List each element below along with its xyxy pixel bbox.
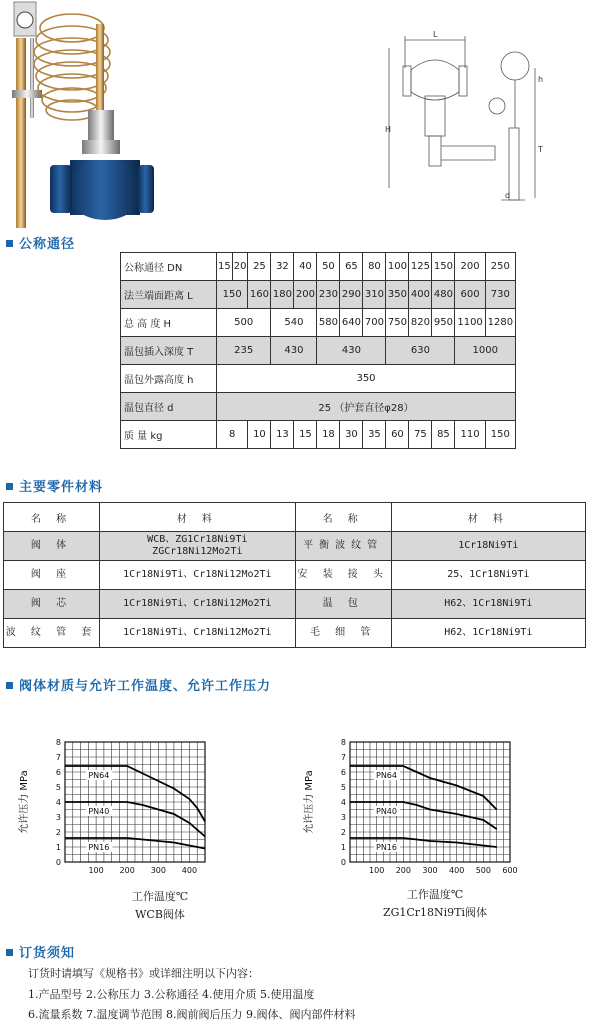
table-cell: 290 xyxy=(340,281,363,309)
chart-xlabel-zg: 工作温度℃ xyxy=(406,888,464,901)
table-cell: 85 xyxy=(432,421,455,449)
table-cell: 1Cr18Ni9Ti xyxy=(391,532,585,561)
table-cell: 1280 xyxy=(485,309,515,337)
table-cell: 150 xyxy=(217,281,248,309)
series-label: PN64 xyxy=(376,771,397,780)
x-tick-label: 400 xyxy=(181,866,198,875)
table-cell: 400 xyxy=(409,281,432,309)
y-tick-label: 5 xyxy=(55,783,61,792)
row-label: 质 量 kg xyxy=(121,421,217,449)
order-line-1: 1.产品型号 2.公称压力 3.公称通径 4.使用介质 5.使用温度 xyxy=(28,988,315,1001)
table-cell: 20 xyxy=(232,253,248,281)
table-cell: 1Cr18Ni9Ti、Cr18Ni12Mo2Ti xyxy=(100,561,296,590)
table-row xyxy=(4,619,586,648)
table-cell: 125 xyxy=(409,253,432,281)
table-cell: 150 xyxy=(432,253,455,281)
table-cell: 110 xyxy=(455,421,485,449)
chart-title-wcb: WCB阀体 xyxy=(135,908,185,921)
valve-photo xyxy=(0,0,160,232)
y-tick-label: 4 xyxy=(55,798,61,807)
dimension-diagram xyxy=(385,28,550,208)
table-cell: 235 xyxy=(217,337,271,365)
table-cell: 820 xyxy=(409,309,432,337)
table-cell: 32 xyxy=(271,253,294,281)
bullet-square-icon xyxy=(6,949,13,956)
y-tick-label: 1 xyxy=(55,843,61,852)
table-cell: 1000 xyxy=(455,337,516,365)
table-cell: 150 xyxy=(485,421,515,449)
table-cell: 65 xyxy=(340,253,363,281)
y-tick-label: 7 xyxy=(55,753,61,762)
table-row xyxy=(121,253,516,281)
dimension-table xyxy=(120,252,516,449)
x-tick-label: 200 xyxy=(119,866,135,875)
column-header: 名 称 xyxy=(295,503,391,532)
table-cell: 30 xyxy=(340,421,363,449)
y-tick-label: 7 xyxy=(340,753,346,762)
row-label: 总 高 度 H xyxy=(121,309,217,337)
table-cell: 1Cr18Ni9Ti、Cr18Ni12Mo2Ti xyxy=(100,590,296,619)
table-cell: 1100 xyxy=(455,309,485,337)
table-cell: 40 xyxy=(294,253,317,281)
table-cell: 230 xyxy=(317,281,340,309)
table-cell: 毛 细 管 xyxy=(295,619,391,648)
table-cell: WCB、ZG1Cr18Ni9Ti ZGCr18Ni12Mo2Ti xyxy=(100,532,296,561)
dim-label-H: H xyxy=(385,125,392,134)
x-tick-label: 100 xyxy=(369,866,385,875)
row-label: 温包外露高度 h xyxy=(121,365,217,393)
table-row xyxy=(121,309,516,337)
table-cell: 580 xyxy=(317,309,340,337)
table-cell: 1Cr18Ni9Ti、Cr18Ni12Mo2Ti xyxy=(100,619,296,648)
series-label: PN16 xyxy=(376,843,397,852)
table-cell: 温 包 xyxy=(295,590,391,619)
table-cell: 700 xyxy=(363,309,386,337)
table-row xyxy=(4,590,586,619)
table-cell: 160 xyxy=(248,281,271,309)
table-cell: 15 xyxy=(294,421,317,449)
table-cell: 500 xyxy=(217,309,271,337)
x-tick-label: 500 xyxy=(475,866,491,875)
table-row xyxy=(121,393,516,421)
table-cell: 600 xyxy=(455,281,485,309)
table-cell: 80 xyxy=(363,253,386,281)
table-cell: 640 xyxy=(340,309,363,337)
table-row xyxy=(121,421,516,449)
section-heading-materials: 主要零件材料 xyxy=(6,476,103,495)
table-cell: 750 xyxy=(386,309,409,337)
table-cell: 630 xyxy=(386,337,455,365)
x-tick-label: 200 xyxy=(395,866,411,875)
table-row xyxy=(4,561,586,590)
table-cell: 430 xyxy=(271,337,317,365)
materials-table xyxy=(3,502,586,648)
table-cell: 200 xyxy=(455,253,485,281)
table-header-row xyxy=(4,503,586,532)
y-tick-label: 8 xyxy=(340,738,346,747)
y-axis-label: 允许压力 MPa xyxy=(19,770,30,834)
column-header: 材 料 xyxy=(100,503,296,532)
table-cell: 阀 体 xyxy=(4,532,100,561)
y-tick-label: 3 xyxy=(55,813,61,822)
table-cell: 730 xyxy=(485,281,515,309)
table-cell: 18 xyxy=(317,421,340,449)
y-tick-label: 3 xyxy=(340,813,346,822)
row-label: 温包插入深度 T xyxy=(121,337,217,365)
section-heading-dn: 公称通径 xyxy=(6,233,75,252)
table-cell: 25 （护套直径φ28） xyxy=(217,393,516,421)
table-cell: 50 xyxy=(317,253,340,281)
bullet-square-icon xyxy=(6,682,13,689)
series-label: PN40 xyxy=(376,807,397,816)
table-cell: 60 xyxy=(386,421,409,449)
series-label: PN40 xyxy=(88,807,110,816)
table-cell: 540 xyxy=(271,309,317,337)
table-cell: 阀 芯 xyxy=(4,590,100,619)
table-row xyxy=(121,337,516,365)
y-tick-label: 4 xyxy=(340,798,346,807)
table-cell: 350 xyxy=(386,281,409,309)
table-row xyxy=(121,365,516,393)
y-tick-label: 1 xyxy=(340,843,346,852)
y-tick-label: 6 xyxy=(55,768,61,777)
table-cell: 200 xyxy=(294,281,317,309)
table-cell: 平衡波纹管 xyxy=(295,532,391,561)
x-tick-label: 400 xyxy=(449,866,465,875)
table-cell: H62、1Cr18Ni9Ti xyxy=(391,619,585,648)
table-cell: 430 xyxy=(317,337,386,365)
y-tick-label: 8 xyxy=(55,738,61,747)
y-tick-label: 2 xyxy=(55,828,61,837)
table-row xyxy=(4,532,586,561)
pressure-chart-wcb xyxy=(5,732,255,892)
dim-label-d: d xyxy=(505,191,511,200)
row-label: 公称通径 DN xyxy=(121,253,217,281)
dim-label-L: L xyxy=(433,30,438,39)
table-cell: 480 xyxy=(432,281,455,309)
row-label: 温包直径 d xyxy=(121,393,217,421)
y-tick-label: 0 xyxy=(55,858,61,867)
dim-label-h: h xyxy=(538,75,544,84)
chart-title-zg: ZG1Cr18Ni9Ti阀体 xyxy=(382,906,488,919)
series-label: PN64 xyxy=(88,771,110,780)
section-heading-order: 订货须知 xyxy=(6,942,75,961)
order-intro: 订货时请填写《规格书》或详细注明以下内容： xyxy=(28,967,259,980)
table-cell: 安 装 接 头 xyxy=(295,561,391,590)
bullet-square-icon xyxy=(6,483,13,490)
table-cell: 250 xyxy=(485,253,515,281)
table-cell: 350 xyxy=(217,365,516,393)
table-cell: 13 xyxy=(271,421,294,449)
table-cell: 310 xyxy=(363,281,386,309)
table-cell: 180 xyxy=(271,281,294,309)
y-tick-label: 6 xyxy=(340,768,346,777)
x-tick-label: 300 xyxy=(150,866,166,875)
x-tick-label: 600 xyxy=(502,866,518,875)
table-cell: 10 xyxy=(248,421,271,449)
table-cell: 8 xyxy=(217,421,248,449)
column-header: 材 料 xyxy=(391,503,585,532)
y-axis-label: 允许压力 MPa xyxy=(304,770,315,834)
table-cell: 15 xyxy=(217,253,233,281)
dim-label-T: T xyxy=(538,145,543,154)
x-tick-label: 300 xyxy=(422,866,438,875)
table-cell: 波 纹 管 套 xyxy=(4,619,100,648)
table-cell: H62、1Cr18Ni9Ti xyxy=(391,590,585,619)
table-cell: 35 xyxy=(363,421,386,449)
order-line-2: 6.流量系数 7.温度调节范围 8.阀前阀后压力 9.阀体、阀内部件材料 xyxy=(28,1008,356,1021)
table-cell: 75 xyxy=(409,421,432,449)
pressure-chart-zg xyxy=(290,732,540,892)
y-tick-label: 5 xyxy=(340,783,346,792)
table-row xyxy=(121,281,516,309)
y-tick-label: 2 xyxy=(340,828,346,837)
section-heading-pressure: 阀体材质与允许工作温度、允许工作压力 xyxy=(6,675,271,694)
y-tick-label: 0 xyxy=(340,858,346,867)
table-cell: 100 xyxy=(386,253,409,281)
series-label: PN16 xyxy=(88,843,110,852)
table-cell: 950 xyxy=(432,309,455,337)
column-header: 名 称 xyxy=(4,503,100,532)
table-cell: 25 xyxy=(248,253,271,281)
x-tick-label: 100 xyxy=(88,866,104,875)
chart-xlabel-wcb: 工作温度℃ xyxy=(131,890,189,903)
bullet-square-icon xyxy=(6,240,13,247)
row-label: 法兰端面距离 L xyxy=(121,281,217,309)
table-cell: 25、1Cr18Ni9Ti xyxy=(391,561,585,590)
table-cell: 阀 座 xyxy=(4,561,100,590)
